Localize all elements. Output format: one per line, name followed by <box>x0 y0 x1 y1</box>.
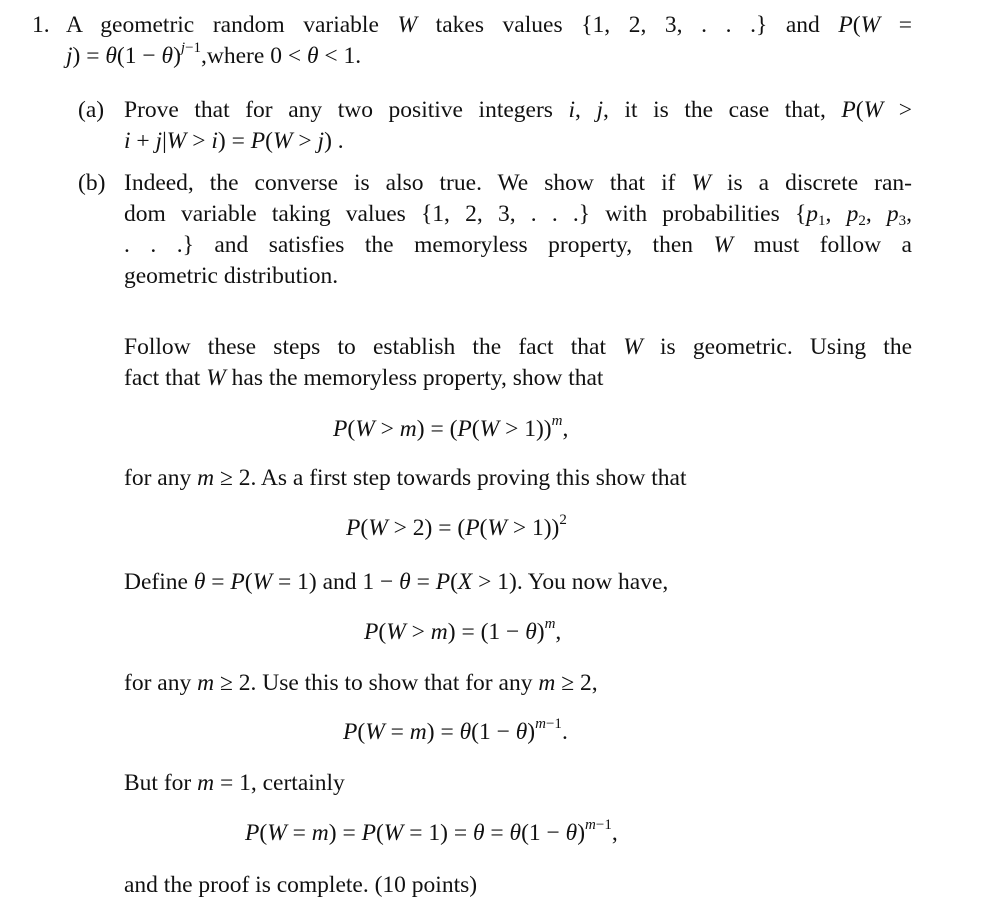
steps-paragraph-1-line-2: fact that W has the memoryless property, show that <box>124 365 604 391</box>
steps-paragraph-3: Define θ = P(W = 1) and 1 − θ = P(X > 1). You now have, <box>124 569 669 595</box>
equation-5: $P(W = m) = P(W = 1) = \theta = \theta(1 - \theta)^{m-1}$, <box>245 817 618 846</box>
part-a-line-1: Prove that for any two positive integers i, j, it is the case that, P(W > <box>124 97 913 123</box>
equation-1: P(W > m) = (P(W > 1))$^m$, <box>333 413 569 442</box>
part-a-line-2: i + j|W > i) = P(W > j) . <box>124 128 344 154</box>
part-b-line-4: geometric distribution. <box>124 263 339 289</box>
equation-3: $P(W > m) = (1 - \theta)^m$, <box>364 616 562 645</box>
equation-4: $P(W = m) = \theta(1 - \theta)^{m-1}$. <box>343 716 568 745</box>
steps-paragraph-1-line-1: Follow these steps to establish the fact that W is geometric. Using the <box>124 334 912 360</box>
part-b-line-1: Indeed, the converse is also true. We show that if W is a discrete ran- <box>124 170 912 196</box>
problem-intro-line-2: $j) = \theta(1 - \theta)^{j-1},where$ 0 < θ < 1. <box>66 40 362 69</box>
steps-paragraph-4: for any m ≥ 2. Use this to show that for any m ≥ 2, <box>124 670 598 696</box>
problem-number <box>32 10 50 40</box>
part-b-line-3: . . .} and satisfies the memoryless property, then W must follow a <box>124 232 912 258</box>
steps-paragraph-6: and the proof is complete. (10 points) <box>124 872 478 898</box>
steps-paragraph-2: for any m ≥ 2. As a first step towards proving this show that <box>124 465 687 491</box>
equation-2: P(W > 2) = (P(W > 1))$^2$ <box>346 512 567 541</box>
problem-intro-line-1: A geometric random variable W takes values {1, 2, 3, . . .} and P(W = <box>66 12 913 38</box>
part-b-line-2: dom variable taking values {1, 2, 3, . . .} with probabilities {$p_1$, $p_2$, $p_3$, <box>124 201 913 229</box>
steps-paragraph-5: But for m = 1, certainly <box>124 770 345 796</box>
problem-number-text: 1. <box>32 12 50 38</box>
part-b-label: (b) <box>78 170 106 196</box>
part-a-label: (a) <box>78 97 105 123</box>
